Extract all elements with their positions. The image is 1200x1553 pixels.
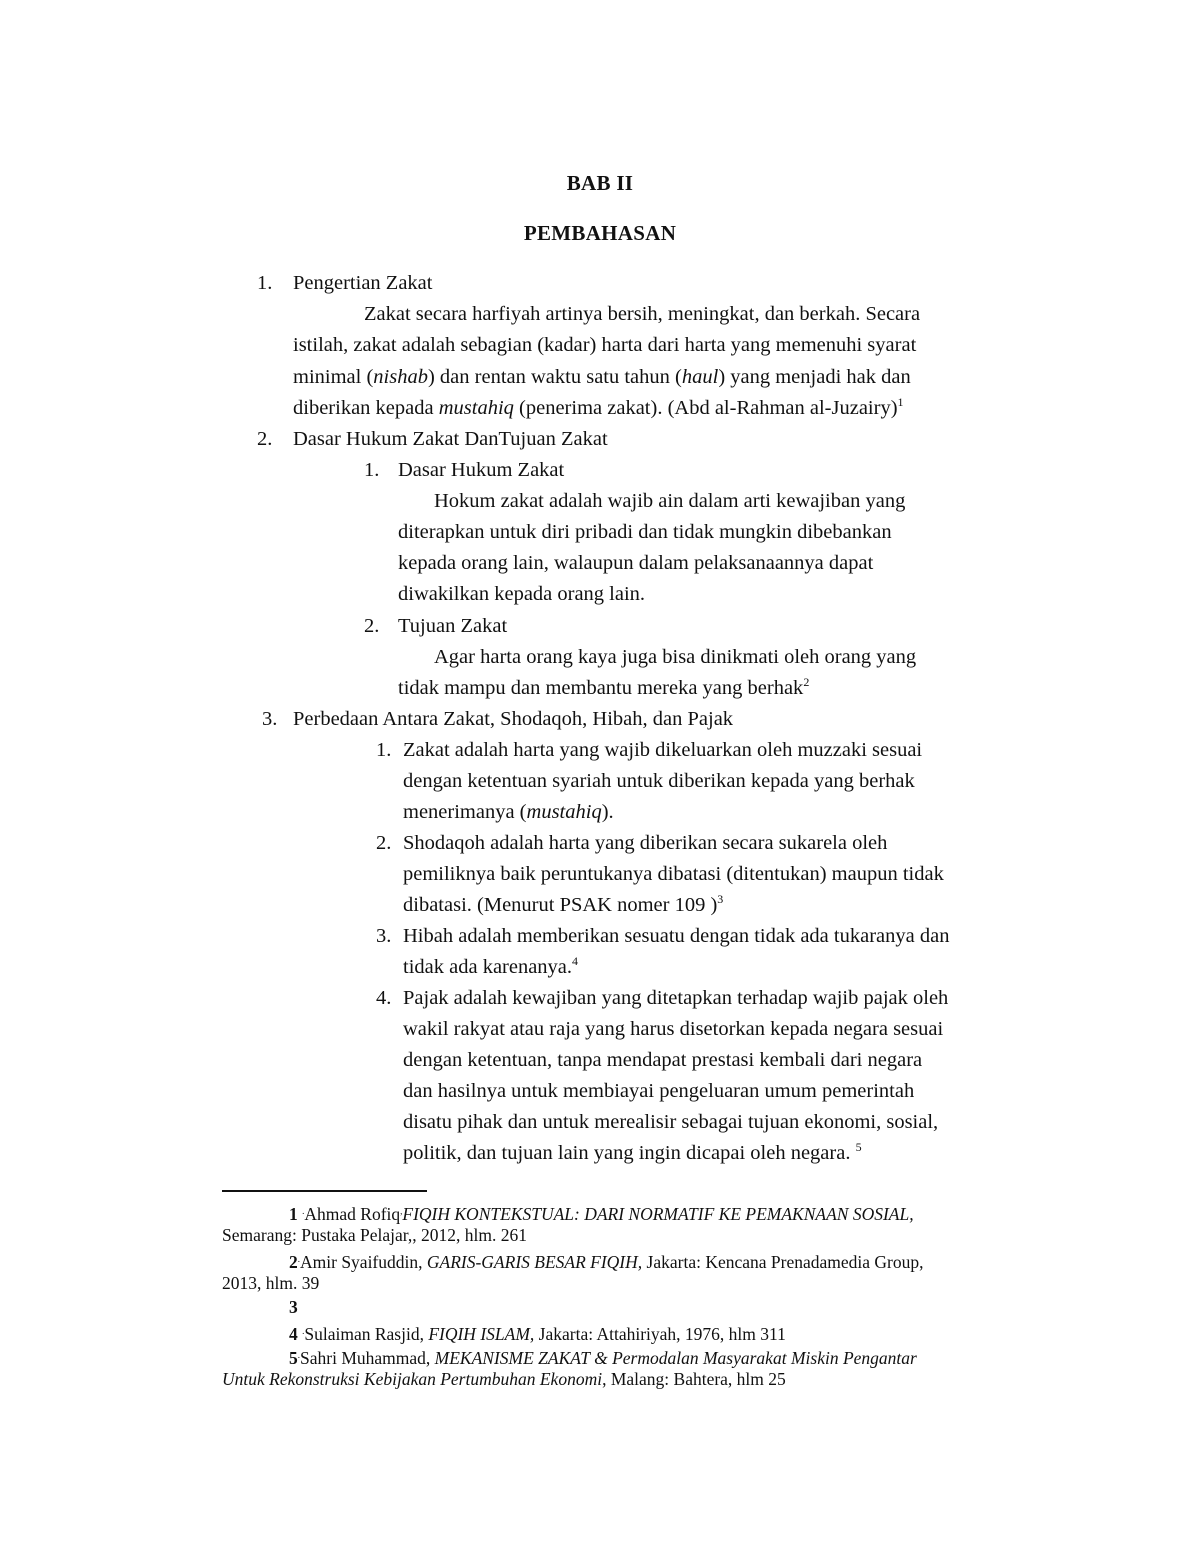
list-item-line: tidak ada karenanya.$^4$ xyxy=(403,954,579,978)
section-1-para-line: Zakat secara harfiyah artinya bersih, meningkat, dan berkah. Secara xyxy=(364,303,921,325)
list-item-line: disatu pihak dan untuk merealisir sebagai tujuan ekonomi, sosial, xyxy=(403,1111,939,1133)
list-item-line: wakil rakyat atau raja yang harus disetorkan kepada negara sesuai xyxy=(403,1018,944,1040)
section-1-para-line: minimal (nishab) dan rentan waktu satu tahun (haul) yang menjadi hak dan xyxy=(293,366,911,388)
list-item-number: 2. xyxy=(376,832,392,854)
footnote-ref: 2 xyxy=(803,675,810,689)
section-2-number: 2. xyxy=(257,428,273,450)
section-3-title: Perbedaan Antara Zakat, Shodaqoh, Hibah, dan Pajak xyxy=(293,708,734,730)
footnote-5: 5.Sahri Muhammad, MEKANISME ZAKAT & Permodalan Masyarakat Miskin Pengantar xyxy=(289,1348,917,1368)
subsection-number: 2. xyxy=(364,615,380,637)
section-1-para-line: diberikan kepada mustahiq (penerima zakat). (Abd al-Rahman al-Juzairy)$^1$ xyxy=(293,395,904,419)
list-item-line: Zakat adalah harta yang wajib dikeluarkan oleh muzzaki sesuai xyxy=(403,739,923,761)
footnote-1-line: Semarang: Pustaka Pelajar,, 2012, hlm. 261 xyxy=(222,1225,528,1245)
chapter-heading: BAB II xyxy=(566,171,634,195)
subsection-para-line: kepada orang lain, walaupun dalam pelaksanaannya dapat xyxy=(398,552,874,574)
subsection-para-line: diterapkan untuk diri pribadi dan tidak mungkin dibebankan xyxy=(398,521,892,543)
section-2-title: Dasar Hukum Zakat DanTujuan Zakat xyxy=(293,428,608,450)
subsection-title: Tujuan Zakat xyxy=(398,615,508,637)
section-1-title: Pengertian Zakat xyxy=(293,272,433,294)
footnote-ref: 5 xyxy=(855,1140,862,1154)
subsection-para-line: Agar harta orang kaya juga bisa dinikmati oleh orang yang xyxy=(434,646,917,668)
list-item-number: 3. xyxy=(376,925,392,947)
section-1-para-line: istilah, zakat adalah sebagian (kadar) harta dari harta yang memenuhi syarat xyxy=(293,334,917,356)
section-3-number: 3. xyxy=(262,708,278,730)
list-item-line: Hibah adalah memberikan sesuatu dengan tidak ada tukaranya dan xyxy=(403,925,950,947)
list-item-line: pemiliknya baik peruntukanya dibatasi (ditentukan) maupun tidak xyxy=(403,863,944,885)
footnote-ref: 4 xyxy=(572,954,579,968)
list-item-line: dan hasilnya untuk membiayai pengeluaran umum pemerintah xyxy=(403,1080,915,1102)
footnote-ref: 1 xyxy=(897,395,904,409)
footnote-4: 4 .Sulaiman Rasjid, FIQIH ISLAM, Jakarta: Attahiriyah, 1976, hlm 311 xyxy=(289,1324,786,1344)
subsection-number: 1. xyxy=(364,459,380,481)
subsection-para-line: tidak mampu dan membantu mereka yang berhak$^2$ xyxy=(398,675,810,699)
footnote-separator xyxy=(222,1190,427,1192)
chapter-title: PEMBAHASAN xyxy=(523,221,677,245)
list-item-number: 4. xyxy=(376,987,392,1009)
section-1-number: 1. xyxy=(257,272,273,294)
footnote-2: 2.Amir Syaifuddin, GARIS-GARIS BESAR FIQIH, Jakarta: Kencana Prenadamedia Group, xyxy=(289,1252,924,1272)
subsection-para-line: diwakilkan kepada orang lain. xyxy=(398,583,646,605)
list-item-line: menerimanya (mustahiq). xyxy=(403,801,614,823)
list-item-line: dengan ketentuan, tanpa mendapat prestasi kembali dari negara xyxy=(403,1049,923,1071)
list-item-line: Pajak adalah kewajiban yang ditetapkan terhadap wajib pajak oleh xyxy=(403,987,949,1009)
subsection-title: Dasar Hukum Zakat xyxy=(398,459,565,481)
list-item-line: Shodaqoh adalah harta yang diberikan secara sukarela oleh xyxy=(403,832,888,854)
footnote-ref: 3 xyxy=(717,892,724,906)
footnote-3: 3 xyxy=(289,1297,298,1317)
list-item-line: dengan ketentuan syariah untuk diberikan kepada yang berhak xyxy=(403,770,915,792)
footnote-1: 1 .Ahmad Rofiq,FIQIH KONTEKSTUAL: DARI NORMATIF KE PEMAKNAAN SOSIAL, xyxy=(289,1204,914,1224)
subsection-para-line: Hokum zakat adalah wajib ain dalam arti kewajiban yang xyxy=(434,490,906,512)
footnote-2-line: 2013, hlm. 39 xyxy=(222,1273,320,1293)
list-item-line: dibatasi. (Menurut PSAK nomer 109 )$^3$ xyxy=(403,892,724,916)
footnote-5-line: Untuk Rekonstruksi Kebijakan Pertumbuhan Ekonomi, Malang: Bahtera, hlm 25 xyxy=(222,1369,786,1389)
list-item-number: 1. xyxy=(376,739,392,761)
list-item-line: politik, dan tujuan lain yang ingin dicapai oleh negara. $^5$ xyxy=(403,1140,862,1164)
